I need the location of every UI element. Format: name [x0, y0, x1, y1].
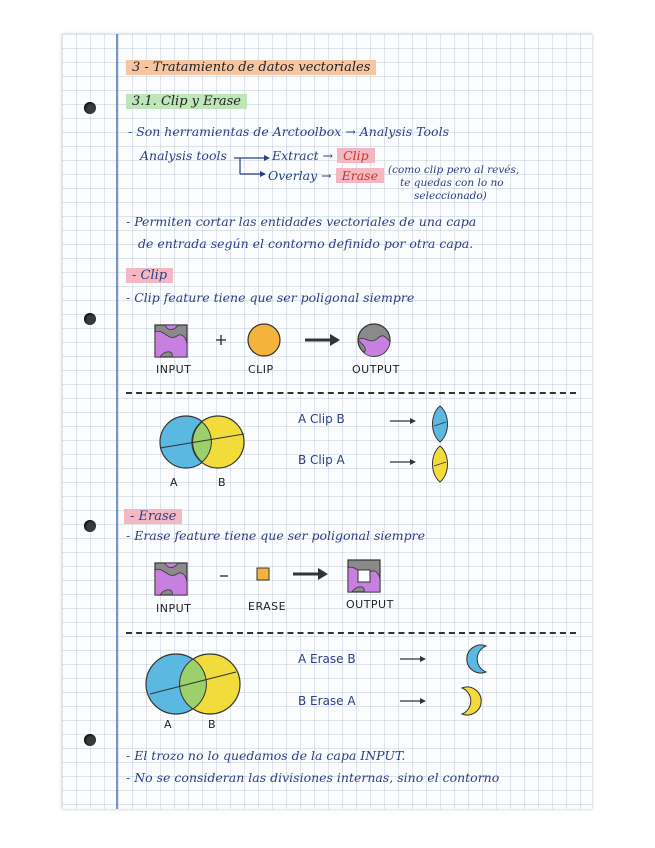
erase-erase-caption: ERASE: [248, 600, 287, 613]
punch-hole: [84, 313, 96, 325]
erase-venn-a-label: A: [164, 718, 173, 731]
crescent-blue-icon: [467, 645, 486, 673]
punch-hole: [84, 734, 96, 746]
overlay-label: Overlay → Erase: [268, 168, 384, 183]
paren-note-1: (como clip pero al revés,: [388, 164, 520, 176]
lens-yellow-icon: [433, 446, 448, 482]
punch-hole: [84, 520, 96, 532]
erase-diagram: [150, 558, 410, 603]
clip-clip-caption: CLIP: [248, 363, 274, 376]
punch-hole: [84, 102, 96, 114]
clip-diagram: [150, 320, 410, 365]
clip-input-caption: INPUT: [156, 363, 192, 376]
clip-heading: - Clip: [126, 268, 173, 283]
description-line-2: de entrada según el contorno definido por otra capa.: [138, 236, 474, 251]
erase-input-caption: INPUT: [156, 602, 192, 615]
lens-blue-icon: [433, 406, 448, 442]
extract-label: Extract → Clip: [272, 148, 375, 163]
subsection-title: 3.1. Clip y Erase: [126, 94, 247, 109]
erase-square-icon: [257, 568, 269, 580]
paren-note-3: seleccionado): [414, 190, 487, 202]
clip-circle-icon: [248, 324, 280, 356]
erase-heading: - Erase: [124, 509, 182, 524]
erase-output-caption: OUTPUT: [346, 598, 394, 611]
margin-line: [116, 34, 118, 809]
a-erase-b-label: A Erase B: [298, 652, 356, 666]
clip-red-label: Clip: [337, 148, 375, 163]
clip-venn-a-label: A: [170, 476, 179, 489]
branch-arrows: [232, 152, 272, 188]
clip-output-caption: OUTPUT: [352, 363, 400, 376]
erase-red-label: Erase: [336, 168, 384, 183]
section-title: 3 - Tratamiento de datos vectoriales: [126, 60, 376, 75]
input-square-icon: [155, 325, 187, 357]
arrow-icon: [293, 568, 328, 580]
plus-sign: [216, 335, 226, 345]
clip-note: - Clip feature tiene que ser poligonal siempre: [126, 290, 415, 305]
final-note-2: - No se consideran las divisiones internas, sino el contorno: [126, 770, 500, 785]
erase-venn-b-label: B: [208, 718, 217, 731]
output-circle-icon: [358, 324, 390, 357]
erase-note: - Erase feature tiene que ser poligonal siempre: [126, 528, 426, 543]
arrow-icon: [305, 334, 340, 346]
dashed-separator: [126, 632, 576, 634]
dashed-separator: [126, 392, 576, 394]
input-square-icon: [155, 563, 187, 595]
crescent-yellow-icon: [462, 687, 481, 715]
tools-line: - Son herramientas de Arctoolbox → Analysis Tools: [128, 124, 449, 139]
paren-note-2: te quedas con lo no: [400, 177, 504, 189]
b-erase-a-label: B Erase A: [298, 694, 356, 708]
b-clip-a-label: B Clip A: [298, 453, 345, 467]
description-line-1: - Permiten cortar las entidades vectoriales de una capa: [126, 214, 477, 229]
a-clip-b-label: A Clip B: [298, 412, 345, 426]
output-square-icon: [348, 560, 380, 592]
clip-venn-b-label: B: [218, 476, 227, 489]
final-note-1: - El trozo no lo quedamos de la capa INPUT.: [126, 748, 406, 763]
analysis-tools-label: Analysis tools: [140, 148, 227, 163]
